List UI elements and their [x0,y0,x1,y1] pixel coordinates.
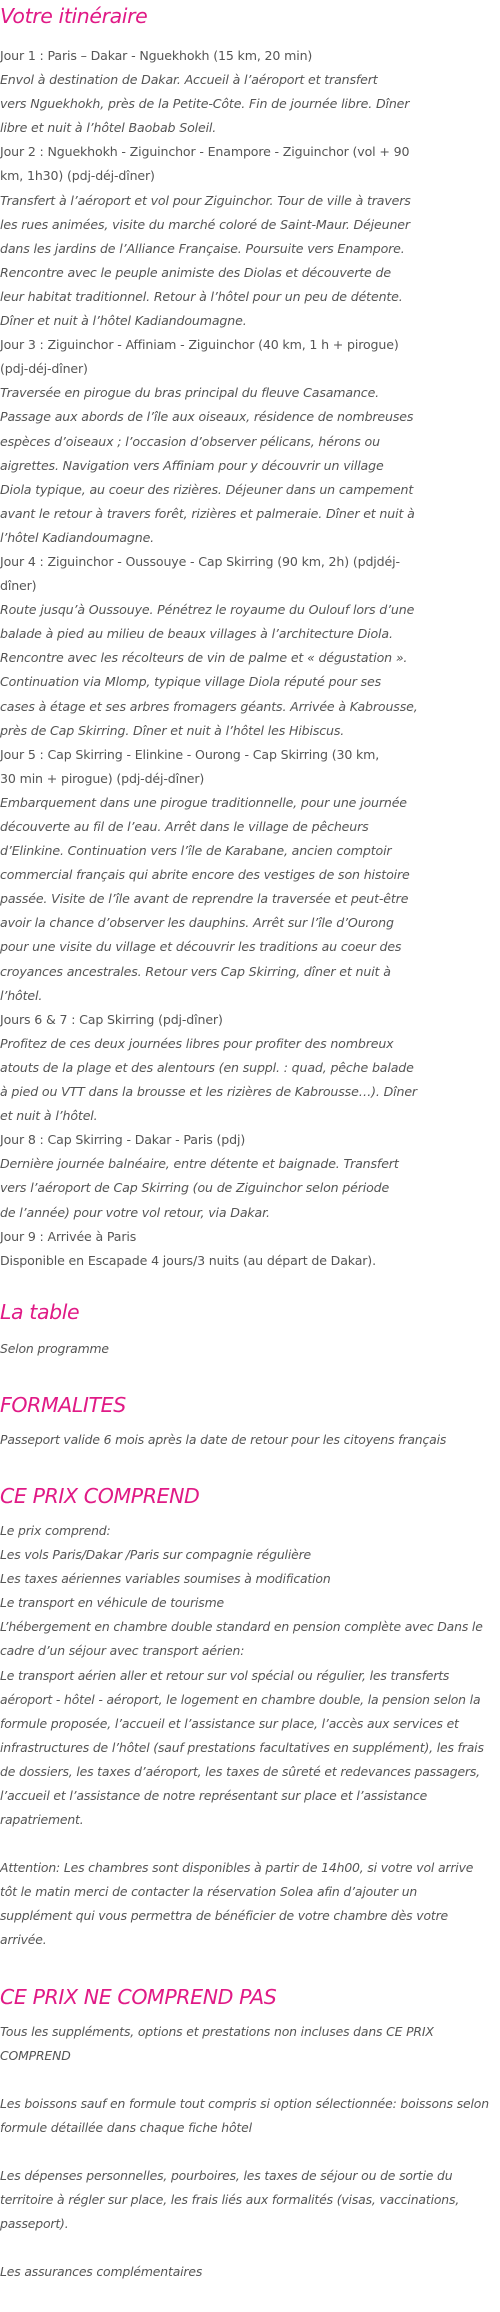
non-comprend-line: Les boissons sauf en formule tout compris si option sélectionnée: boissons selon [0,2095,489,2111]
comprend-line: Les vols Paris/Dakar /Paris sur compagnie régulière [0,1547,312,1563]
itinerary-description-line: Dernière journée balnéaire, entre détente et baignade. Transfert [0,1156,399,1172]
comprend-line: tôt le matin merci de contacter la réservation Solea afin d’ajouter un [0,1884,418,1900]
paragraph-gap [0,2236,500,2260]
itinerary-description-line: près de Cap Skirring. Dîner et nuit à l’hôtel les Hibiscus. [0,722,345,738]
comprend-line: Le prix comprend: [0,1522,111,1538]
itinerary-day-line: Jour 2 : Nguekhokh - Ziguinchor - Enampore - Ziguinchor (vol + 90 [0,144,410,160]
non-comprend-line: Tous les suppléments, options et prestations non incluses dans CE PRIX [0,2023,434,2039]
comprend-line: Le transport en véhicule de tourisme [0,1595,224,1611]
table-section [0,1337,500,1361]
non-comprend-line: Les dépenses personnelles, pourboires, les taxes de séjour ou de sortie du [0,2167,453,2183]
comprend-section [0,1519,500,1953]
itinerary-description-line: balade à pied au milieu de beaux villages à l’architecture Diola. [0,626,393,642]
itinerary-day-line: Jour 5 : Cap Skirring - Elinkine - Ourong - Cap Skirring (30 km, [0,746,380,762]
itinerary-description-line: passée. Visite de l’île avant de reprendre la traversée et peut-être [0,891,409,907]
itinerary-title: Votre itinéraire [0,4,148,28]
comprend-line: aéroport - hôtel - aéroport, le logement en chambre double, la pension selon la [0,1691,481,1707]
itinerary-description-line: Transfert à l’aéroport et vol pour Ziguinchor. Tour de ville à travers [0,192,411,208]
itinerary-description-line: pour une visite du village et découvrir les traditions au coeur des [0,939,402,955]
itinerary-description-line: aigrettes. Navigation vers Affiniam pour y découvrir un village [0,457,384,473]
itinerary-description-line: Rencontre avec les récolteurs de vin de palme et « dégustation ». [0,650,408,666]
itinerary-day-line: km, 1h30) (pdj-déj-dîner) [0,168,155,184]
formalites-title: FORMALITES [0,1392,126,1417]
comprend-line: Les taxes aériennes variables soumises à modification [0,1571,331,1587]
itinerary-description-line: découverte au fil de l’eau. Arrêt dans le village de pêcheurs [0,819,369,834]
comprend-line: rapatriement. [0,1812,84,1828]
itinerary-description-line: croyances ancestrales. Retour vers Cap Skirring, dîner et nuit à [0,963,391,979]
itinerary-description-line: de l’année) pour votre vol retour, via Dakar. [0,1204,270,1220]
itinerary-description-line: atouts de la plage et des alentours (en suppl. : quad, pêche balade [0,1059,414,1075]
comprend-line: Le transport aérien aller et retour sur vol spécial ou régulier, les transferts [0,1667,450,1683]
comprend-title: CE PRIX COMPREND [0,1483,200,1508]
itinerary-description-line: Embarquement dans une pirogue traditionnelle, pour une journée [0,794,407,810]
non-comprend-line: formule détaillée dans chaque fiche hôtel [0,2119,252,2135]
non-comprend-title: CE PRIX NE COMPREND PAS [0,1984,277,2009]
itinerary-day-line: (pdj-déj-dîner) [0,361,88,377]
comprend-line: cadre d’un séjour avec transport aérien: [0,1643,245,1659]
comprend-line: supplément qui vous permettra de bénéficier de votre chambre dès votre [0,1908,449,1924]
itinerary-description-line: à pied ou VTT dans la brousse et les rizières de Kabrousse…). Dîner [0,1084,417,1100]
itinerary-day-line: Jour 4 : Ziguinchor - Oussouye - Cap Skirring (90 km, 2h) (pdjdéj- [0,553,400,569]
itinerary-description-line: l’hôtel. [0,987,43,1003]
paragraph-gap [0,2068,500,2092]
itinerary-description-line: Envol à destination de Dakar. Accueil à l’aéroport et transfert [0,72,378,88]
itinerary-description-line: Continuation via Mlomp, typique village Diola réputé pour ses [0,674,382,690]
itinerary-description-line: Traversée en pirogue du bras principal du fleuve Casamance. [0,385,380,401]
itinerary-day-line: Jour 3 : Ziguinchor - Affiniam - Ziguinchor (40 km, 1 h + pirogue) [0,337,399,353]
itinerary-description-line: vers l’aéroport de Cap Skirring (ou de Ziguinchor selon période [0,1180,390,1196]
itinerary-description-line: Passage aux abords de l’île aux oiseaux, résidence de nombreuses [0,409,414,425]
itinerary-description-line: d’Elinkine. Continuation vers l’île de Karabane, ancien comptoir [0,843,392,859]
itinerary-description-line: espèces d’oiseaux ; l’occasion d’observer pélicans, hérons ou [0,433,380,449]
itinerary-description-line: commercial français qui abrite encore des vestiges de son histoire [0,867,410,883]
comprend-line: l’accueil et l’assistance de notre représentant sur place et l’assistance [0,1788,428,1803]
itinerary-description-line: avant le retour à travers forêt, rizières et palmeraie. Dîner et nuit à [0,505,415,521]
itinerary-description-line: Rencontre avec le peuple animiste des Diolas et découverte de [0,264,391,280]
comprend-line: infrastructures de l’hôtel (sauf prestations facultatives en supplément), les frais [0,1739,484,1755]
itinerary-description-line: dans les jardins de l’Alliance Française. Poursuite vers Enampore. [0,240,405,256]
itinerary-description-line: l’hôtel Kadiandoumagne. [0,529,155,545]
itinerary-description-line: et nuit à l’hôtel. [0,1108,98,1124]
non-comprend-line: territoire à régler sur place, les frais liés aux formalités (visas, vaccinations, [0,2192,460,2208]
document-page [0,3,500,2284]
itinerary-description-line: vers Nguekhokh, près de la Petite-Côte. Fin de journée libre. Dîner [0,96,410,112]
table-text: Selon programme [0,1340,109,1356]
comprend-line: formule proposée, l’accueil et l’assistance sur place, l’accès aux services et [0,1715,459,1731]
table-title: La table [0,1299,80,1324]
itinerary-day-line: 30 min + pirogue) (pdj-déj-dîner) [0,770,205,786]
formalites-section [0,1428,500,1452]
itinerary-description-line: Diola typique, au coeur des rizières. Déjeuner dans un campement [0,481,414,497]
itinerary-day-line: Jour 9 : Arrivée à Paris [0,1228,137,1244]
paragraph-gap [0,1832,500,1856]
paragraph-gap [0,2140,500,2164]
comprend-line: Attention: Les chambres sont disponibles à partir de 14h00, si votre vol arrive [0,1860,474,1876]
itinerary-description-line: Route jusqu’à Oussouye. Pénétrez le royaume du Oulouf lors d’une [0,602,415,618]
comprend-line: arrivée. [0,1932,47,1948]
comprend-line: de dossiers, les taxes d’aéroport, les taxes de sûreté et redevances passagers, [0,1763,480,1779]
itinerary-description-line: Dîner et nuit à l’hôtel Kadiandoumagne. [0,313,247,329]
itinerary-description-line: libre et nuit à l’hôtel Baobab Soleil. [0,120,217,136]
non-comprend-line: passeport). [0,2216,69,2232]
itinerary-description-line: cases à étage et ses arbres fromagers géants. Arrivée à Kabrousse, [0,698,418,714]
itinerary-day-line: dîner) [0,578,37,594]
itinerary-description-line: leur habitat traditionnel. Retour à l’hôtel pour un peu de détente. [0,288,403,304]
itinerary-day-line: Jour 1 : Paris – Dakar - Nguekhokh (15 km, 20 min) [0,48,313,63]
itinerary-description-line: Profitez de ces deux journées libres pour profiter des nombreux [0,1035,394,1051]
itinerary-description-line: avoir la chance d’observer les dauphins. Arrêt sur l’île d’Ourong [0,915,394,931]
non-comprend-line: COMPREND [0,2047,71,2063]
itinerary-day-line: Disponible en Escapade 4 jours/3 nuits (au départ de Dakar). [0,1252,376,1268]
itinerary-day-line: Jours 6 & 7 : Cap Skirring (pdj-dîner) [0,1011,223,1027]
formalites-text: Passeport valide 6 mois après la date de retour pour les citoyens français [0,1431,447,1447]
non-comprend-line: Les assurances complémentaires [0,2264,203,2280]
itinerary-day-line: Jour 8 : Cap Skirring - Dakar - Paris (pdj) [0,1132,246,1148]
itinerary-description-line: les rues animées, visite du marché coloré de Saint-Maur. Déjeuner [0,216,410,232]
non-comprend-section [0,2020,500,2285]
itinerary-body [0,44,440,1273]
comprend-line: L’hébergement en chambre double standard en pension complète avec Dans le [0,1619,483,1635]
